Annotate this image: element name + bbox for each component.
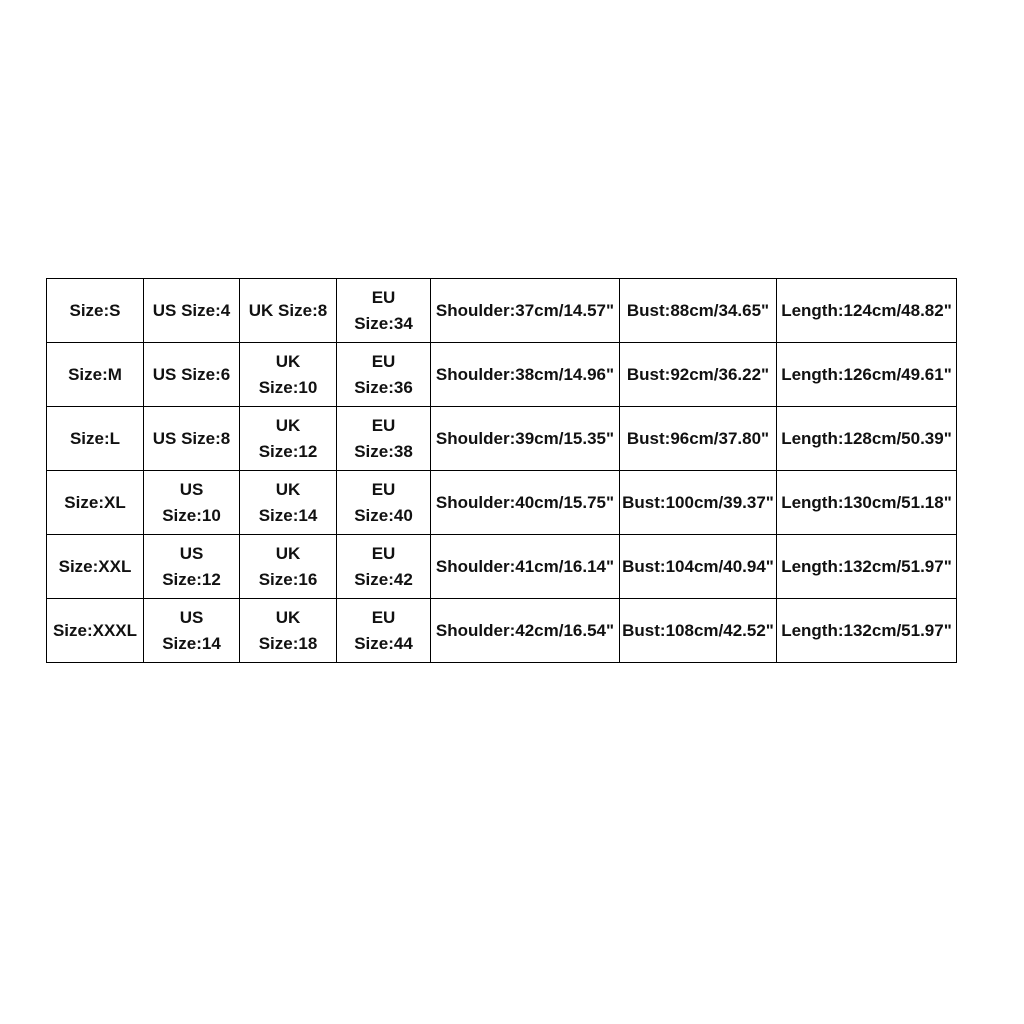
- table-row: [47, 279, 957, 343]
- shoulder-cell: Shoulder:40cm/15.75": [431, 471, 620, 535]
- uk-size-cell: UK Size:16: [240, 535, 337, 599]
- shoulder-cell: Shoulder:39cm/15.35": [431, 407, 620, 471]
- table-row: [47, 343, 957, 407]
- eu-size-cell: EU Size:36: [337, 343, 431, 407]
- length-cell: Length:132cm/51.97": [777, 599, 957, 663]
- bust-cell: Bust:100cm/39.37": [620, 471, 777, 535]
- eu-size-cell: EU Size:44: [337, 599, 431, 663]
- table-row: [47, 599, 957, 663]
- length-cell: Length:132cm/51.97": [777, 535, 957, 599]
- uk-size-cell: UK Size:14: [240, 471, 337, 535]
- length-cell: Length:124cm/48.82": [777, 279, 957, 343]
- bust-cell: Bust:92cm/36.22": [620, 343, 777, 407]
- uk-size-cell: UK Size:10: [240, 343, 337, 407]
- size-cell: Size:M: [47, 343, 144, 407]
- shoulder-cell: Shoulder:41cm/16.14": [431, 535, 620, 599]
- uk-size-cell: UK Size:8: [240, 279, 337, 343]
- us-size-cell: US Size:12: [144, 535, 240, 599]
- us-size-cell: US Size:6: [144, 343, 240, 407]
- eu-size-cell: EU Size:34: [337, 279, 431, 343]
- eu-size-cell: EU Size:38: [337, 407, 431, 471]
- shoulder-cell: Shoulder:42cm/16.54": [431, 599, 620, 663]
- size-cell: Size:S: [47, 279, 144, 343]
- table-row: [47, 407, 957, 471]
- length-cell: Length:126cm/49.61": [777, 343, 957, 407]
- bust-cell: Bust:104cm/40.94": [620, 535, 777, 599]
- shoulder-cell: Shoulder:38cm/14.96": [431, 343, 620, 407]
- size-cell: Size:XL: [47, 471, 144, 535]
- shoulder-cell: Shoulder:37cm/14.57": [431, 279, 620, 343]
- eu-size-cell: EU Size:40: [337, 471, 431, 535]
- size-chart-table: [46, 278, 957, 663]
- bust-cell: Bust:96cm/37.80": [620, 407, 777, 471]
- table-row: [47, 471, 957, 535]
- bust-cell: Bust:108cm/42.52": [620, 599, 777, 663]
- us-size-cell: US Size:4: [144, 279, 240, 343]
- size-cell: Size:L: [47, 407, 144, 471]
- us-size-cell: US Size:10: [144, 471, 240, 535]
- size-cell: Size:XXXL: [47, 599, 144, 663]
- us-size-cell: US Size:14: [144, 599, 240, 663]
- uk-size-cell: UK Size:18: [240, 599, 337, 663]
- table-row: [47, 535, 957, 599]
- bust-cell: Bust:88cm/34.65": [620, 279, 777, 343]
- uk-size-cell: UK Size:12: [240, 407, 337, 471]
- length-cell: Length:130cm/51.18": [777, 471, 957, 535]
- eu-size-cell: EU Size:42: [337, 535, 431, 599]
- length-cell: Length:128cm/50.39": [777, 407, 957, 471]
- us-size-cell: US Size:8: [144, 407, 240, 471]
- size-cell: Size:XXL: [47, 535, 144, 599]
